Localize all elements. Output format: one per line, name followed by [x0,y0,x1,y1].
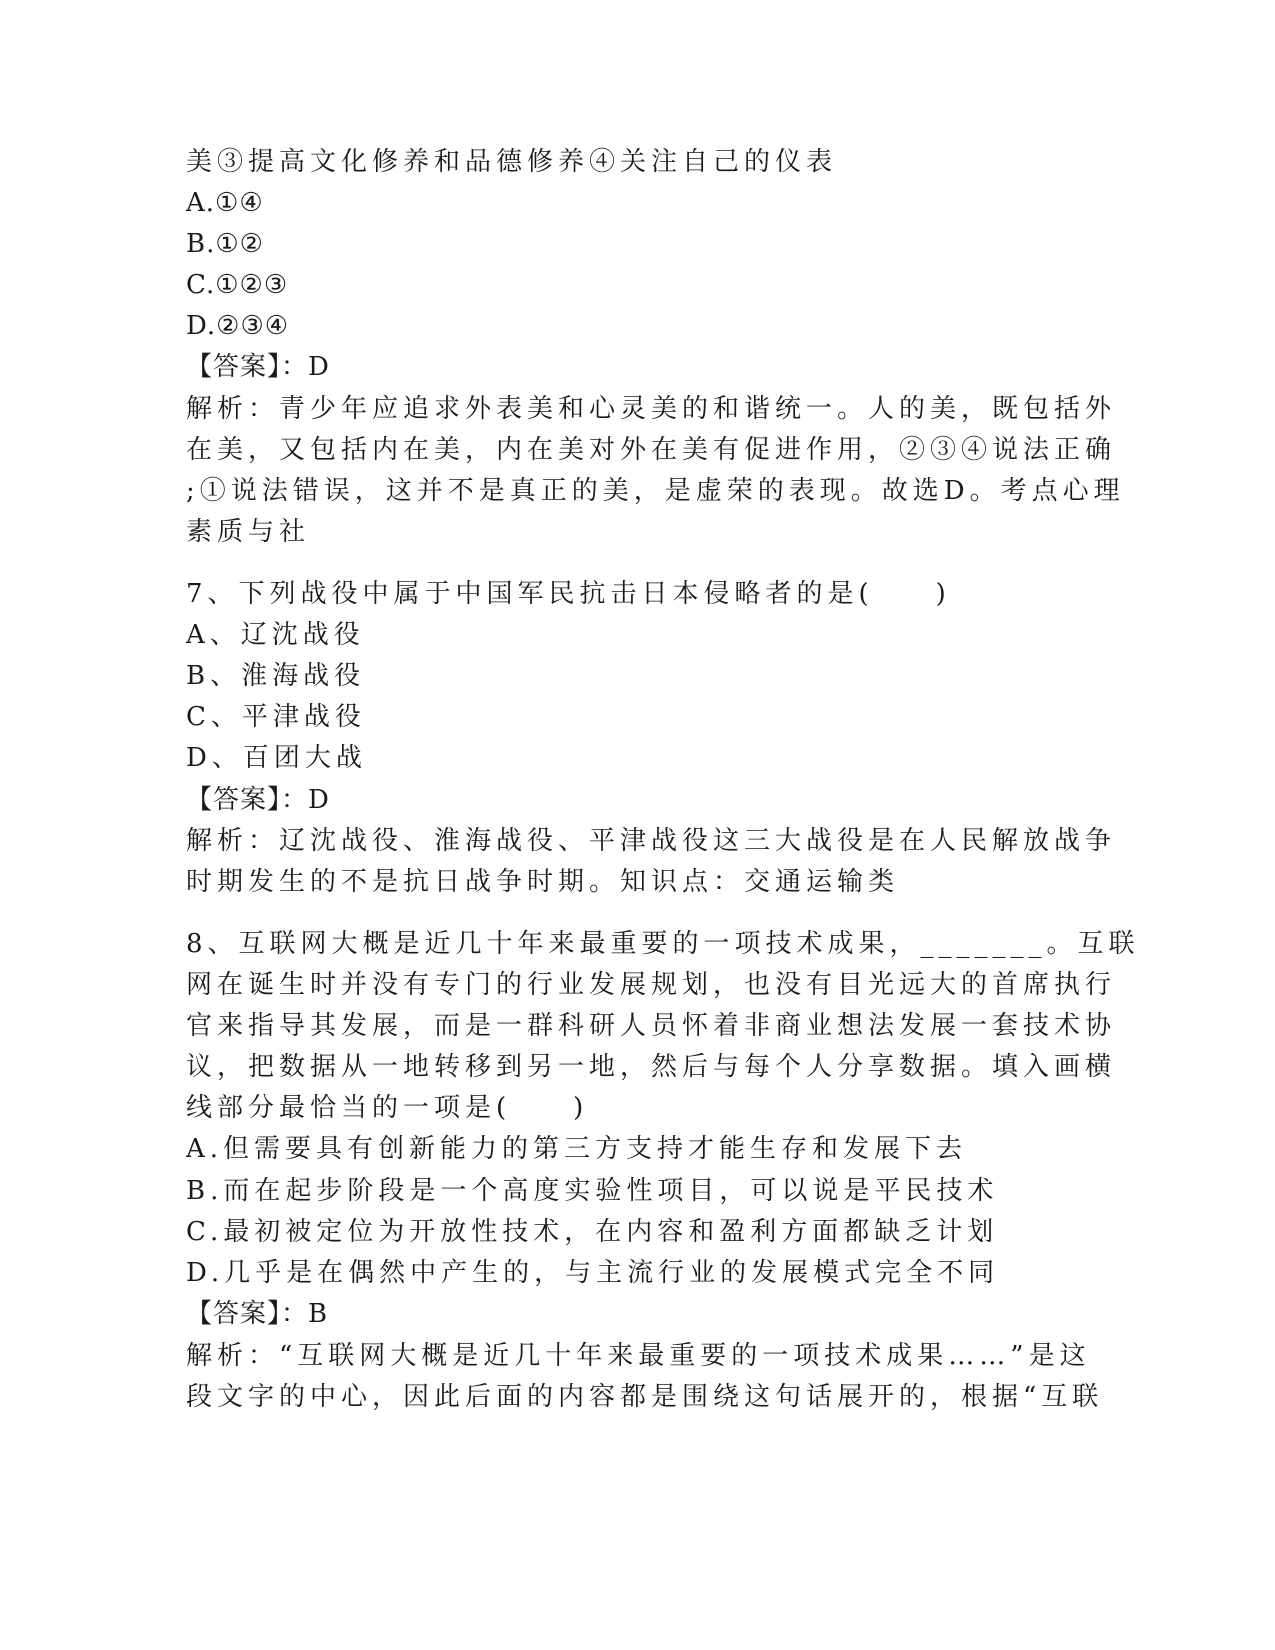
q8-option-b: B.而在起步阶段是一个高度实验性项目，可以说是平民技术 [186,1176,999,1206]
q8-analysis-line-2: 段文字的中心，因此后面的内容都是围绕这句话展开的，根据“互联 [186,1382,1104,1412]
q7-option-a: A、辽沈战役 [186,620,365,650]
q6-analysis-line-4: 素质与社 [186,517,311,547]
q6-option-a: A.①④ [186,188,264,218]
q7-option-c: C、平津战役 [186,702,366,732]
q7-option-b: B、淮海战役 [186,661,366,691]
q8-option-d: D.几乎是在偶然中产生的，与主流行业的发展模式完全不同 [186,1258,1000,1288]
q6-analysis-line-3: ;①说法错误，这并不是真正的美，是虚荣的表现。故选D。考点心理 [186,476,1125,506]
q6-analysis-line-2: 在美，又包括内在美，内在美对外在美有促进作用，②③④说法正确 [186,435,1117,465]
q8-stem-line-5: 线部分最恰当的一项是( ) [186,1093,589,1123]
q8-option-c: C.最初被定位为开放性技术，在内容和盈利方面都缺乏计划 [186,1217,999,1247]
q6-option-c: C.①②③ [186,270,289,300]
q6-answer: 【答案】：D [186,352,330,382]
q7-answer: 【答案】：D [186,785,330,815]
q6-option-b: B.①② [186,229,264,259]
q7-stem: 7、下列战役中属于中国军民抗击日本侵略者的是( ) [186,579,951,609]
q8-stem-line-4: 议，把数据从一地转移到另一地，然后与每个人分享数据。填入画横 [186,1052,1117,1082]
q8-option-a: A.但需要具有创新能力的第三方支持才能生存和发展下去 [186,1134,968,1164]
q8-stem-line-1: 8、互联网大概是近几十年来最重要的一项技术成果，_______。互联 [186,929,1140,959]
q8-analysis-line-1: 解析：“互联网大概是近几十年来最重要的一项技术成果……”是这 [186,1341,1091,1371]
q7-analysis-line-1: 解析：辽沈战役、淮海战役、平津战役这三大战役是在人民解放战争 [186,826,1117,856]
q8-stem-line-2: 网在诞生时并没有专门的行业发展规划，也没有目光远大的首席执行 [186,970,1117,1000]
q8-stem-line-3: 官来指导其发展，而是一群科研人员怀着非商业想法发展一套技术协 [186,1011,1117,1041]
q7-option-d: D、百团大战 [186,743,367,773]
q6-stem-line: 美③提高文化修养和品德修养④关注自己的仪表 [186,147,838,177]
q7-analysis-line-2: 时期发生的不是抗日战争时期。知识点：交通运输类 [186,867,900,897]
q6-analysis-line-1: 解析：青少年应追求外表美和心灵美的和谐统一。人的美，既包括外 [186,394,1117,424]
q6-option-d: D.②③④ [186,311,290,341]
q8-answer: 【答案】：B [186,1299,329,1329]
